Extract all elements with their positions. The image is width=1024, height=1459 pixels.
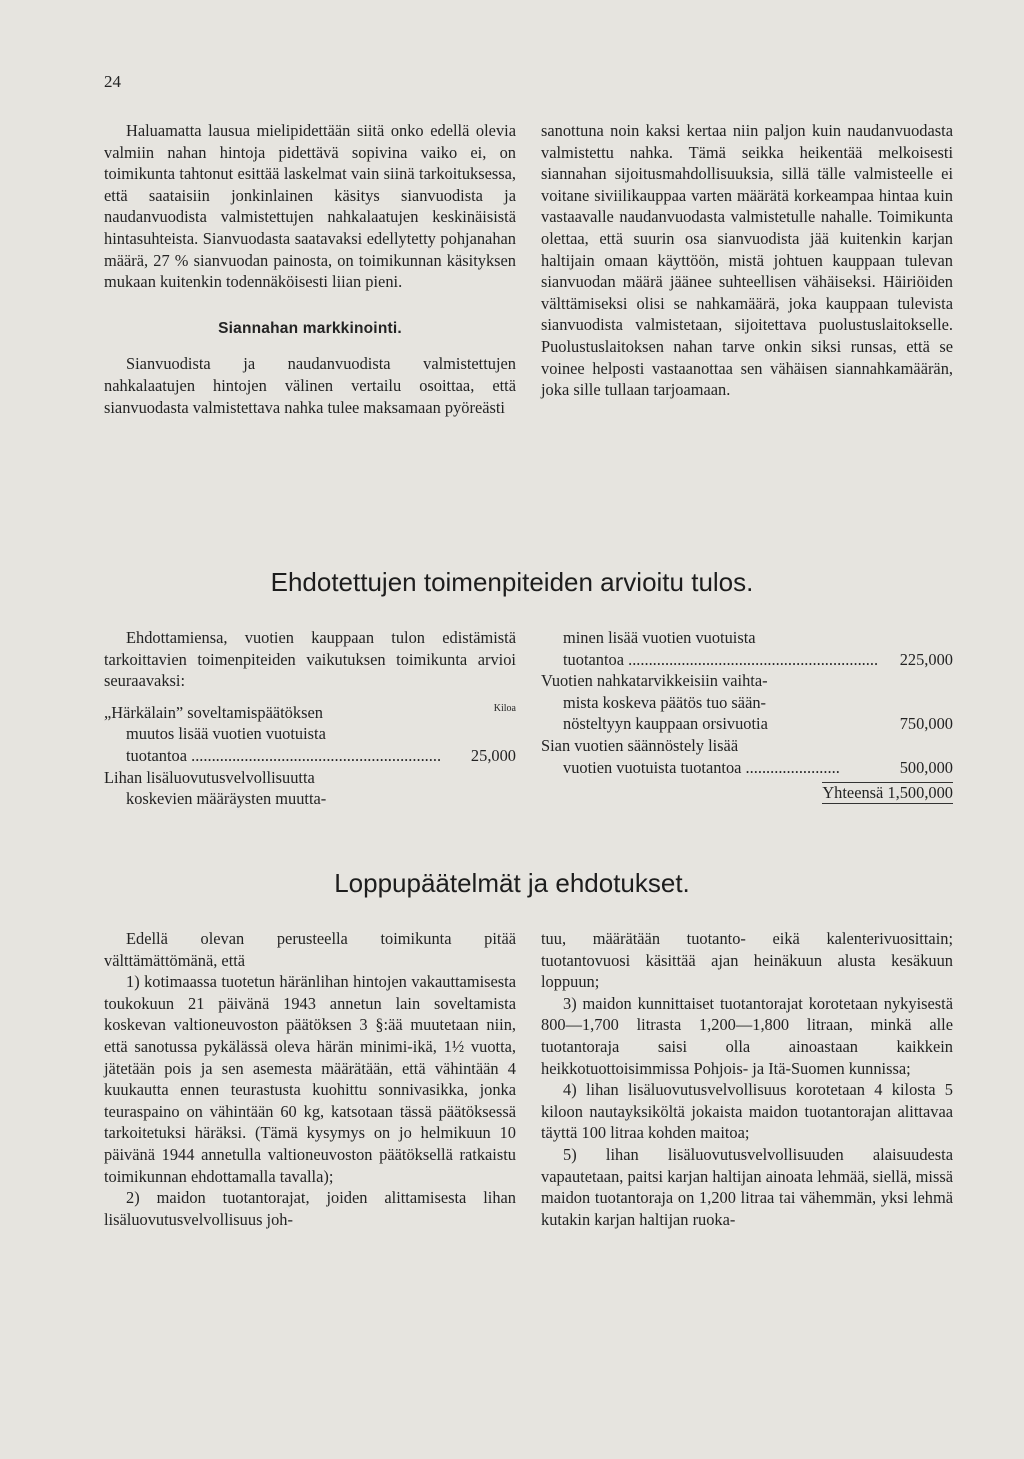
- proposal-item-1: 1) kotimaassa tuotetun häränlihan hintojen vakauttamisesta toukokuun 21 päivänä 1943 annetun lain soveltamista koskevan valtioneuvoston päätöksen 3 §:ää muutetaan niin, että sanotussa pykälässä oleva härän minimi-ikä, 1½ vuotta, jätetään pois ja sen asemesta määrätään, että vähintään 4 kuukautta ennen teurastusta kuohittu sonnivasikka, jonka teuraspaino on vähintään 60 kg, katsotaan tässä päätöksessä tarkoitetuksi häräksi. (Tämä kysymys on jo helmikuun 10 päivänä 1944 annetulla valtioneuvoston päätöksellä ratkaistu toimikunnan ehdottamalla tavalla);: [104, 972, 516, 1186]
- estimate-total: [541, 782, 953, 804]
- entry-amount: 25,000: [470, 745, 516, 765]
- section-heading-loppupaatelmat: Loppupäätelmät ja ehdotukset.: [334, 868, 690, 898]
- section1-left-column: [104, 120, 516, 418]
- entry-text: „Härkälain” soveltamispäätöksen: [104, 702, 323, 722]
- leader-space: [768, 713, 894, 735]
- estimate-entry-harkalain: [104, 702, 516, 767]
- entry-text: minen lisää vuotien vuotuista: [563, 628, 756, 647]
- proposal-item-3: 3) maidon kunnittaiset tuotantorajat korotetaan nykyisestä 800—1,700 litrasta 1,200—1,800 litraan, minkä alle tuotantoraja saisi olla ainoastaan kaikkein heikkotuottoisimmissa Pohjois- ja Itä-Suomen kunnissa;: [541, 993, 953, 1078]
- entry-text: tuotantoa: [563, 649, 624, 669]
- estimate-entry-lihan: [104, 767, 516, 810]
- total-amount: 1,500,000: [887, 783, 953, 803]
- proposal-item-2-cont: tuu, määrätään tuotanto- eikä kalenterivuosittain; tuotantovuosi käsittää ajan heinäkuun alusta kesäkuun loppuun;: [541, 929, 953, 992]
- estimate-entry-vuotien: [541, 670, 953, 735]
- entry-text: Sian vuotien säännöstely lisää: [541, 735, 739, 755]
- entry-text: muutos lisää vuotien vuotuista: [126, 724, 326, 744]
- section3-right-column: [541, 928, 953, 1230]
- entry-text: nösteltyyn kauppaan orsivuotia: [563, 714, 768, 734]
- estimate-entry-sian: [541, 735, 953, 778]
- subheading-siannahan-markkinointi: Siannahan markkinointi.: [218, 319, 402, 337]
- proposal-item-4: 4) lihan lisäluovutusvelvollisuus korotetaan 4 kilosta 5 kiloon nautayksiköltä jokaista maidon tuotantorajan alittavaa täyttä 100 litraa kohden maitoa;: [541, 1080, 953, 1143]
- section2-right-column: [541, 627, 953, 804]
- entry-amount: 500,000: [899, 757, 953, 777]
- proposal-item-2: 2) maidon tuotantorajat, joiden alittamisesta lihan lisäluovutusvelvollisuus joh-: [104, 1188, 516, 1229]
- section3-intro: Edellä olevan perusteella toimikunta pitää välttämättömänä, että: [104, 929, 516, 970]
- section-heading-ehdotettujen: Ehdotettujen toimenpiteiden arvioitu tulos.: [270, 567, 754, 597]
- section1-right-column: [541, 120, 953, 401]
- entry-text: mista koskeva päätös tuo sään-: [563, 692, 767, 712]
- entry-text: Vuotien nahkatarvikkeisiin vaihta-: [541, 671, 768, 691]
- section2-intro: Ehdottamiensa, vuotien kauppaan tulon edistämistä tarkoittavien toimenpiteiden vaikutuksen toimikunta arvioi seuraavaksi:: [104, 628, 516, 691]
- entry-text: vuotien vuotuista tuotantoa: [563, 757, 742, 777]
- section2-left-column: [104, 627, 516, 810]
- section1-right-paragraph: sanottuna noin kaksi kertaa niin paljon kuin naudanvuodasta valmistettu nahka. Tämä seikka heikentää melkoisesti siannahan sijoitusmahdollisuuksia, sillä tälle valmisteelle ei voitane siviilikauppaa varten määrätä korkeampaa hintaa kuin vastaavalle naudanvuodasta valmistetulle nahalle. Toimikunta olettaa, että suurin osa sianvuodista jää kuitenkin karjan haltijain omaan käyttöön, mistä johtuen kauppaan tulevan sianvuodan määrä jäänee suhteellisen vähäiseksi. Häiriöiden välttämiseksi olisi se nahkamäärä, joka kauppaan tulevista sianvuodista valmistetaan, sijoitettava puolustuslaitokselle. Puolustuslaitoksen nahan tarve onkin siksi runsas, että se voinee helposti vastaanottaa sen vähäisen siannahkamäärän, joka sille tullaan tarjoamaan.: [541, 121, 953, 400]
- unit-label-kiloa: Kiloa: [493, 702, 516, 714]
- estimate-entry-lihan-cont: [541, 627, 953, 670]
- entry-text: tuotantoa: [126, 745, 187, 765]
- leader-dots: .............................................................: [624, 649, 879, 669]
- leader-dots: .......................: [741, 757, 840, 777]
- entry-text: koskevien määräysten muutta-: [126, 789, 327, 809]
- section3-left-column: [104, 928, 516, 1230]
- entry-text: Lihan lisäluovutusvelvollisuutta: [104, 767, 315, 787]
- entry-amount: 225,000: [899, 649, 953, 669]
- total-label: Yhteensä: [822, 783, 884, 803]
- section1-left-paragraph: Haluamatta lausua mielipidettään siitä onko edellä olevia valmiin nahan hintoja pidettävä sopivina vaiko ei, on toimikunta tahtonut esittää laskelmat vain siinä tarkoituksessa, että saataisiin jonkinlainen käsitys sianvuodista ja naudanvuodista valmistettujen nahkalaatujen keskinäisistä hintasuhteista. Sianvuodasta saatavaksi edellytetty pohjanahan määrä, 27 % sianvuodan painosta, on toimikunnan käsityksen mukaan kuitenkin todennäköisesti liian pieni.: [104, 121, 516, 292]
- entry-amount: 750,000: [899, 714, 953, 734]
- page-number: 24: [104, 72, 121, 91]
- proposal-item-5: 5) lihan lisäluovutusvelvollisuuden alaisuudesta vapautetaan, paitsi karjan haltijan ainoata lehmää, siellä, missä maidon tuotantoraja on 1,200 litraa tai vähemmän, yksi lehmä kutakin karjan haltijan ruoka-: [541, 1144, 953, 1229]
- section1-left-paragraph-2: Sianvuodista ja naudanvuodista valmistettujen nahkalaatujen hintojen välinen vertailu osoittaa, että sianvuodasta valmistettava nahka tulee maksamaan pyöreästi: [104, 354, 516, 417]
- leader-dots: .............................................................: [187, 745, 442, 765]
